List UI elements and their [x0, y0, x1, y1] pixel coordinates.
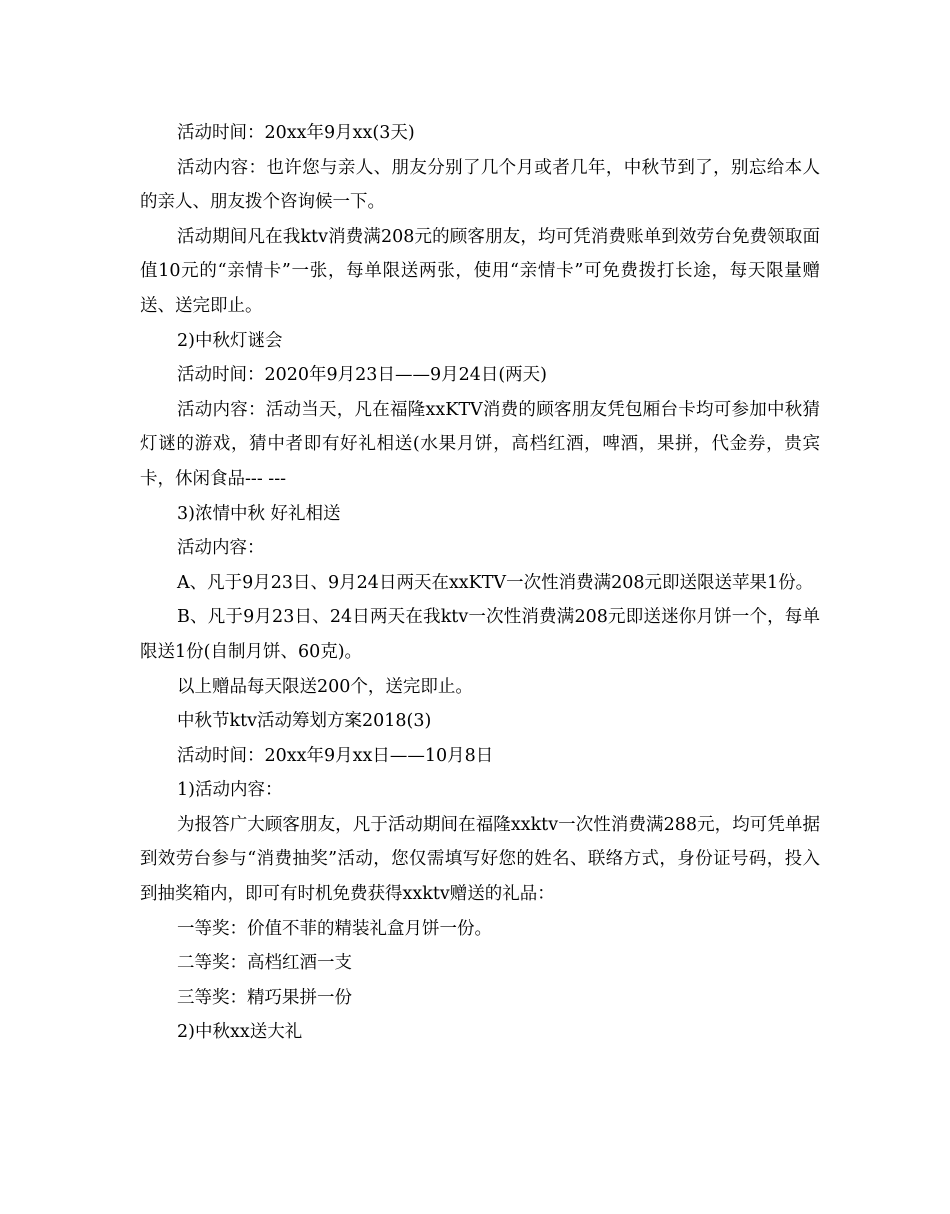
paragraph-second-prize: 二等奖：高档红酒一支: [177, 953, 352, 974]
paragraph-activity-content-1: 活动内容：也许您与亲人、朋友分别了几个月或者几年，中秋节到了，别忘给本人的亲人、朋友拨个咨询候一下。: [140, 157, 820, 213]
paragraph-family-card: 活动期间凡在我ktv消费满208元的顾客朋友，均可凭消费账单到效劳台免费领取面值10元的“亲情卡”一张，每单限送两张，使用“亲情卡”可免费拨打长途，每天限量赠送、送完即止。: [140, 226, 820, 316]
paragraph-third-prize: 三等奖：精巧果拼一份: [177, 987, 352, 1008]
paragraph-first-prize: 一等奖：价值不菲的精装礼盒月饼一份。: [177, 918, 492, 939]
document-body: [140, 116, 820, 1050]
section-heading-gifts: 3)浓情中秋 好礼相送: [177, 503, 341, 524]
paragraph-activity-content-label: 活动内容：: [177, 538, 265, 559]
section-heading-big-gifts: 2)中秋xx送大礼: [177, 1022, 303, 1043]
paragraph-offer-b: B、凡于9月23日、24日两天在我ktv一次性消费满208元即送迷你月饼一个，每单限送1份(自制月饼、60克)。: [140, 607, 820, 662]
paragraph-activity-time-1: 活动时间：20xx年9月xx(3天): [177, 123, 415, 143]
paragraph-activity-time-2: 活动时间：2020年9月23日——9月24日(两天): [177, 365, 547, 386]
section-heading-activity-content: 1)活动内容：: [177, 780, 283, 801]
paragraph-activity-content-2: 活动内容：活动当天，凡在福隆xxKTV消费的顾客朋友凭包厢台卡均可参加中秋猜灯谜的游戏，猜中者即有好礼相送(水果月饼，高档红酒，啤酒，果拼，代金券，贵宾卡，休闲食品--- ---: [140, 399, 820, 489]
paragraph-offer-a: A、凡于9月23日、9月24日两天在xxKTV一次性消费满208元即送限送苹果1份。: [177, 572, 814, 593]
paragraph-activity-time-3: 活动时间：20xx年9月xx日——10月8日: [177, 745, 494, 766]
paragraph-gift-limit: 以上赠品每天限送200个，送完即止。: [177, 676, 473, 697]
section-title-plan-3: 中秋节ktv活动筹划方案2018(3): [177, 711, 432, 732]
paragraph-lottery: 为报答广大顾客朋友，凡于活动期间在福隆xxktv一次性消费满288元，均可凭单据到效劳台参与“消费抽奖”活动，您仅需填写好您的姓名、联络方式，身份证号码，投入到抽奖箱内，即可有时机免费获得xxktv赠送的礼品：: [140, 814, 820, 905]
section-heading-lantern-riddles: 2)中秋灯谜会: [177, 330, 283, 351]
